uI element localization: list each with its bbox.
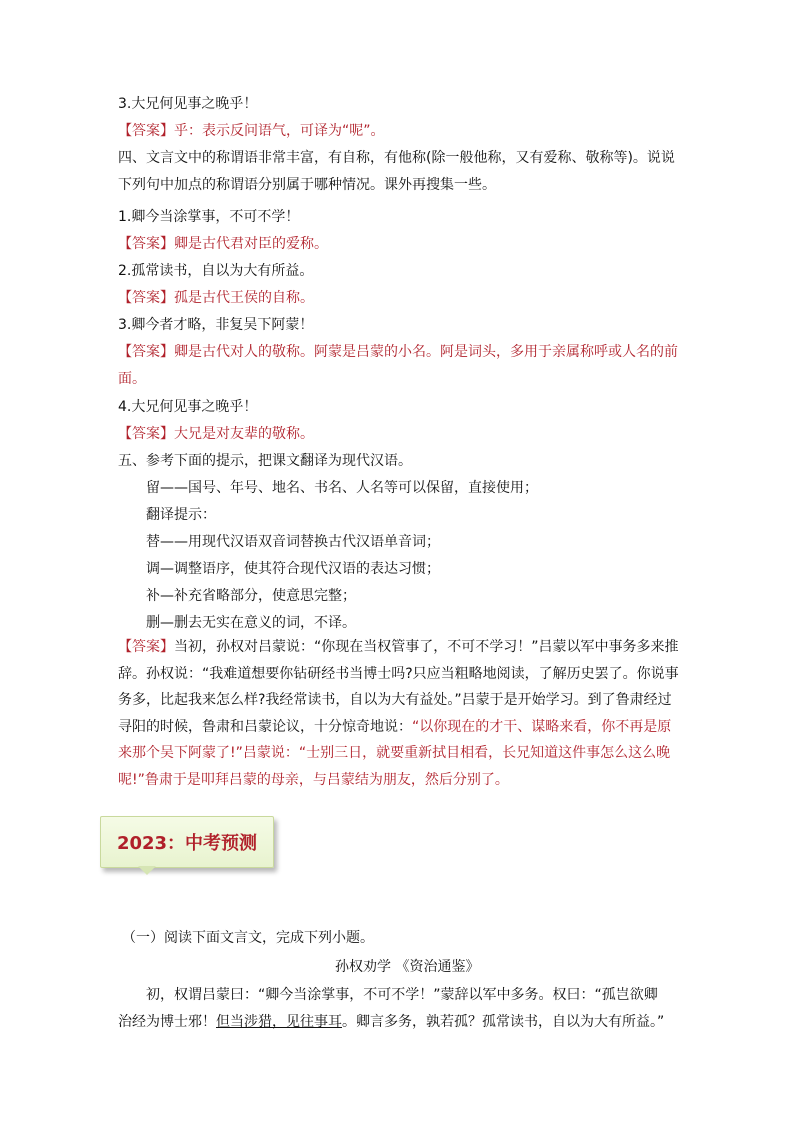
answer-text-black: 当初，孙权对吕蒙说：“你现在当权管事了，不可不学习！”吕蒙以军中事务多来推辞。孙权说：“我难道想要你钻研经书当博士吗?只应当粗略地阅读，了解历史罢了。你说事务多，比起我来怎么样?我经常读书，自以为大有益处。”吕蒙于是开始学习。到了鲁肃经过寻阳的时候，鲁肃和吕蒙论议，十分惊奇地说： bbox=[118, 639, 679, 735]
underlined-sentence: 但当涉猎，见往事耳 bbox=[216, 1014, 342, 1030]
hint-keep: 留——国号、年号、地名、书名、人名等可以保留，直接使用； bbox=[146, 480, 538, 496]
reading-text: 治经为博士邪！ bbox=[118, 1014, 216, 1030]
item4-question: 4.大兄何见事之晚乎！ bbox=[118, 399, 258, 415]
answer-text: 卿是古代对人的敬称。阿蒙是吕蒙的小名。阿是词头，多用于亲属称呼或人名的前 bbox=[174, 344, 678, 360]
section4-line1: 四、文言文中的称谓语非常丰富，有自称，有他称(除一般他称，又有爱称、敬称等)。说说 bbox=[118, 150, 675, 166]
item1-answer bbox=[118, 234, 328, 254]
answer-tag: 【答案】 bbox=[118, 426, 174, 442]
item3-answer-cont: 面。 bbox=[118, 371, 146, 387]
prediction-banner bbox=[100, 816, 274, 868]
answer-text: 乎：表示反问语气，可译为“呢”。 bbox=[174, 123, 385, 139]
answer-tag: 【答案】 bbox=[118, 123, 174, 139]
item1-question: 1.卿今当涂掌事，不可不学！ bbox=[118, 209, 300, 225]
banner-pointer bbox=[138, 866, 156, 875]
question-3: 3.大兄何见事之晚乎！ bbox=[118, 96, 258, 112]
hint-delete: 删—删去无实在意义的词，不译。 bbox=[146, 615, 356, 631]
item3-answer bbox=[118, 342, 678, 362]
item4-answer bbox=[118, 424, 314, 444]
answer-tag: 【答案】 bbox=[118, 290, 174, 306]
banner-title: 2023：中考预测 bbox=[116, 833, 258, 854]
answer-text: 孤是古代王侯的自称。 bbox=[174, 290, 314, 306]
reading-intro: （一）阅读下面文言文，完成下列小题。 bbox=[122, 930, 374, 946]
answer-tag: 【答案】 bbox=[118, 344, 174, 360]
section5-answer bbox=[118, 634, 684, 793]
answer-tag: 【答案】 bbox=[118, 236, 174, 252]
item2-answer bbox=[118, 288, 314, 308]
answer-tag: 【答案】 bbox=[118, 639, 174, 655]
reading-paragraph-line1: 初，权谓吕蒙曰：“卿今当涂掌事，不可不学！”蒙辞以军中多务。权曰：“孤岂欲卿 bbox=[146, 987, 658, 1003]
section5-title: 五、参考下面的提示，把课文翻译为现代汉语。 bbox=[118, 453, 412, 469]
answer-text: 大兄是对友辈的敬称。 bbox=[174, 426, 314, 442]
item3-question: 3.卿今者才略，非复吴下阿蒙！ bbox=[118, 317, 314, 333]
answer-q3 bbox=[118, 121, 385, 141]
reading-title: 孙权劝学 《资治通鉴》 bbox=[335, 959, 480, 975]
reading-paragraph-line2 bbox=[118, 1012, 664, 1032]
answer-text-red: “以你现在的才干、谋略来看，你不再是原来那个吴下阿蒙了!”吕蒙说：“士别三日，就要重新拭目相看，长兄知道这件事怎么这么晚呢!”鲁肃于是叩拜吕蒙的母亲，与吕蒙结为朋友，然后分别了。 bbox=[118, 718, 672, 788]
hint-title: 翻译提示： bbox=[146, 507, 216, 523]
section4-line2: 下列句中加点的称谓语分别属于哪种情况。课外再搜集一些。 bbox=[118, 177, 496, 193]
hint-replace: 替——用现代汉语双音词替换古代汉语单音词； bbox=[146, 534, 440, 550]
reading-text: 。卿言多务，孰若孤？孤常读书，自以为大有所益。” bbox=[342, 1014, 665, 1030]
hint-supplement: 补—补充省略部分，使意思完整； bbox=[146, 588, 356, 604]
item2-question: 2.孤常读书，自以为大有所益。 bbox=[118, 263, 314, 279]
hint-reorder: 调—调整语序，使其符合现代汉语的表达习惯； bbox=[146, 561, 440, 577]
answer-text: 卿是古代君对臣的爱称。 bbox=[174, 236, 328, 252]
